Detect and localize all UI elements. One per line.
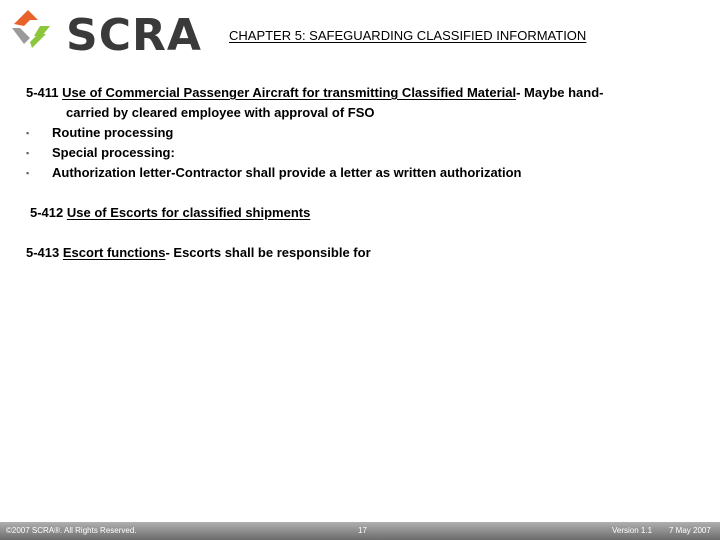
bullet-icon: ▪	[26, 128, 30, 138]
footer-bar	[0, 522, 720, 540]
scra-logo-icon	[8, 6, 60, 56]
section-text: - Escorts shall be responsible for	[165, 245, 371, 260]
list-item	[26, 143, 706, 163]
section-number: 5-413	[26, 245, 63, 260]
bullet-icon: ▪	[26, 168, 30, 178]
list-item-text: Special processing:	[52, 145, 175, 160]
section-title: Use of Commercial Passenger Aircraft for transmitting Classified Material	[62, 85, 517, 100]
list-item-text: Routine processing	[52, 125, 174, 140]
list-item	[26, 123, 706, 143]
bullet-icon: ▪	[26, 148, 30, 158]
footer-date: 7 May 2007	[669, 526, 711, 535]
chapter-title: CHAPTER 5: SAFEGUARDING CLASSIFIED INFORMATION	[229, 28, 587, 43]
section-5411-continuation: carried by cleared employee with approval of FSO	[66, 105, 375, 120]
scra-logo	[8, 6, 202, 61]
list-item	[26, 163, 706, 183]
section-title: Use of Escorts for classified shipments	[66, 205, 311, 220]
section-title: Escort functions	[62, 245, 166, 260]
footer-version: Version 1.1	[612, 526, 653, 535]
section-5413-heading	[26, 243, 706, 263]
section-5411-heading	[26, 83, 706, 103]
section-number: 5-412	[30, 205, 67, 220]
footer-page-number: 17	[358, 526, 367, 535]
slide-content	[26, 83, 706, 263]
logo-text: SCRA	[66, 10, 202, 61]
section-5412-heading	[26, 203, 706, 223]
section-text: - Maybe hand-	[516, 85, 604, 100]
list-item-text: Authorization letter-Contractor shall provide a letter as written authorization	[52, 165, 522, 180]
footer-copyright: ©2007 SCRA®. All Rights Reserved.	[6, 526, 137, 535]
section-number: 5-411	[26, 85, 63, 100]
